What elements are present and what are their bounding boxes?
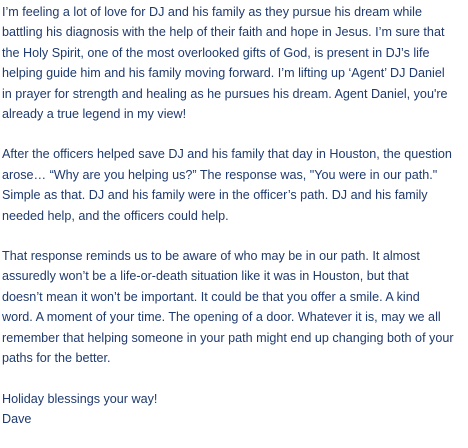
text-line: helping guide him and his family moving forward. I’m lifting up ‘Agent’ DJ Daniel xyxy=(2,66,445,81)
text-line: paths for the better. xyxy=(2,351,111,366)
signoff xyxy=(2,389,468,430)
paragraph-spacer xyxy=(2,369,468,389)
paragraph-spacer xyxy=(2,124,468,144)
text-line: already a true legend in my view! xyxy=(2,107,187,122)
paragraph-officers-houston xyxy=(2,144,468,226)
closing-line: Holiday blessings your way! xyxy=(2,391,158,406)
text-line: arose… “Why are you helping us?” The response was, "You were in our path." xyxy=(2,167,438,182)
paragraph-in-our-path xyxy=(2,246,468,368)
text-line: After the officers helped save DJ and his family that day in Houston, the question xyxy=(2,147,452,162)
text-line: assuredly won’t be a life-or-death situation like it was in Houston, but that xyxy=(2,269,409,284)
text-line: doesn’t mean it won’t be important. It could be that you offer a smile. A kind xyxy=(2,289,420,304)
text-line: the Holy Spirit, one of the most overlooked gifts of God, is present in DJ’s life xyxy=(2,45,430,60)
text-line: word. A moment of your time. The opening of a door. Whatever it is, may we all xyxy=(2,310,441,325)
paragraph-spacer xyxy=(2,226,468,246)
text-line: battling his diagnosis with the help of their faith and hope in Jesus. I’m sure that xyxy=(2,25,445,40)
text-line: in prayer for strength and healing as he pursues his dream. Agent Daniel, you're xyxy=(2,86,448,101)
text-line: remember that helping someone in your path might end up changing both of your xyxy=(2,330,454,345)
text-line: That response reminds us to be aware of who may be in our path. It almost xyxy=(2,249,420,264)
text-line: needed help, and the officers could help. xyxy=(2,208,229,223)
signature-name: Dave xyxy=(2,411,32,426)
text-line: Simple as that. DJ and his family were in the officer’s path. DJ and his family xyxy=(2,188,428,203)
paragraph-love-for-dj xyxy=(2,2,468,124)
text-line: I’m feeling a lot of love for DJ and his family as they pursue his dream while xyxy=(2,5,422,19)
